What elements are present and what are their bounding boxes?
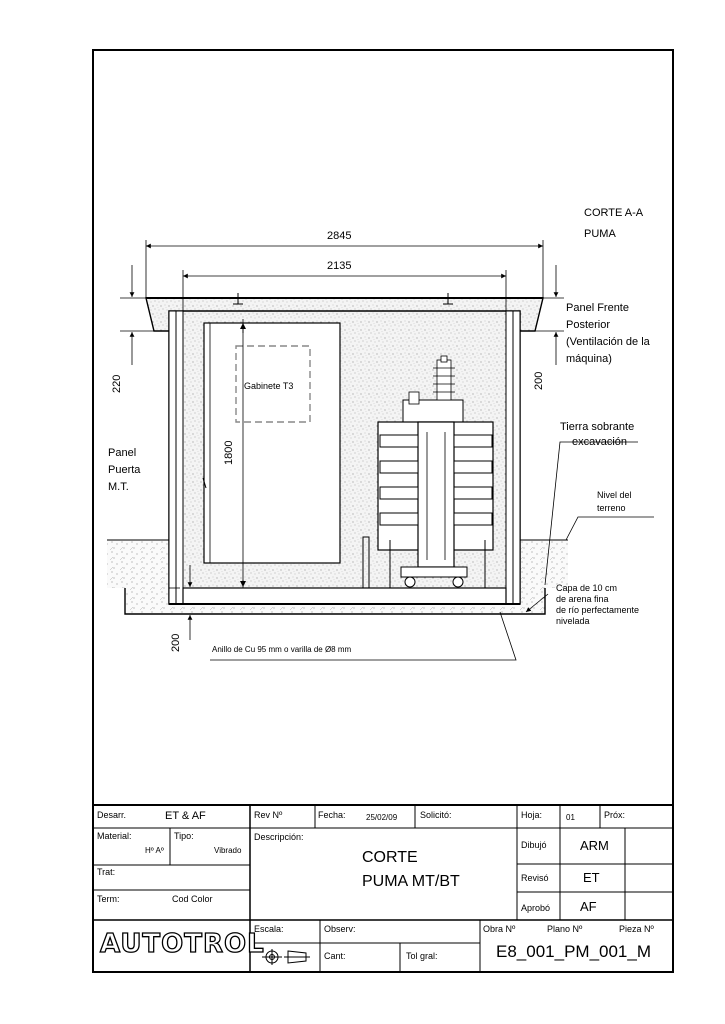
dim-overall-width: 2845 [327,230,352,242]
note-ground-2: terreno [597,503,626,513]
tb-desarr-value: ET & AF [165,810,206,822]
note-ring: Anillo de Cu 95 mm o varilla de Ø8 mm [212,645,352,654]
tb-reviso-label: Revisó [521,873,549,883]
tb-material-label: Material: [97,831,132,841]
tb-tol-label: Tol gral: [406,951,438,961]
tb-rev-label: Rev Nº [254,810,283,820]
tb-dibujo-value: ARM [580,838,609,853]
tb-pieza-label: Pieza Nº [619,924,654,934]
label-cabinet: Gabinete T3 [244,381,294,391]
note-sand-4: nivelada [556,616,590,626]
tb-material-value: Hº Aº [145,846,164,855]
tb-fecha-value: 25/02/09 [366,813,398,822]
tb-hoja-value: 01 [566,813,575,822]
tb-tipo-value: Vibrado [214,846,242,855]
tb-descripcion-label: Descripción: [254,832,304,842]
note-panel-rear-4: máquina) [566,353,612,365]
tb-escala-label: Escala: [254,924,284,934]
note-earth-1: Tierra sobrante [560,421,635,433]
note-panel-rear-3: (Ventilación de la [566,336,650,348]
view-subtitle: PUMA [584,228,616,240]
tb-descripcion-line2: PUMA MT/BT [362,873,460,890]
dim-cabinet-height: 1800 [223,440,235,465]
floor-slab [183,588,506,604]
dim-bottom: 200 [170,633,182,652]
tb-descripcion-line1: CORTE [362,849,418,866]
tb-drawing-number: E8_001_PM_001_M [496,942,652,961]
note-earth-2: excavación [572,436,628,448]
tb-reviso-value: ET [583,870,600,885]
tb-fecha-label: Fecha: [318,810,346,820]
tb-cant-label: Cant: [324,951,346,961]
note-sand-1: Capa de 10 cm [556,583,618,593]
projection-symbol-icon [262,949,310,965]
dim-left-top: 220 [111,374,123,393]
note-panel-rear-2: Posterior [566,319,611,331]
note-panel-rear-1: Panel Frente [566,302,629,314]
tb-prox-label: Próx: [604,810,626,820]
tb-desarr-label: Desarr. [97,810,127,820]
tb-aprobo-label: Aprobó [521,903,551,913]
tb-hoja-label: Hoja: [521,810,543,820]
tb-cod-color-label: Cod Color [172,894,213,904]
tb-dibujo-label: Dibujó [521,840,547,850]
tb-term-label: Term: [97,894,120,904]
soil-left [107,540,169,588]
tb-plano-label: Plano Nº [547,924,583,934]
note-panel-door-3: M.T. [108,481,129,493]
soil-right [520,540,568,588]
note-sand-3: de río perfectamente [556,605,640,615]
note-sand-2: de arena fina [556,594,609,604]
dim-right-top: 200 [533,371,545,390]
view-title: CORTE A-A [584,207,644,219]
tb-observ-label: Observ: [324,924,356,934]
dim-inner-width: 2135 [327,260,352,272]
note-ground-1: Nivel del [597,490,632,500]
tb-tipo-label: Tipo: [174,831,194,841]
company-logo: AUTOTROL [100,929,265,959]
tb-aprobo-value: AF [580,899,597,914]
tb-solicito-label: Solicitó: [420,810,452,820]
tb-obra-label: Obra Nº [483,924,516,934]
tb-trat-label: Trat: [97,867,116,877]
note-panel-door-1: Panel [108,447,137,459]
note-panel-door-2: Puerta [108,464,141,476]
